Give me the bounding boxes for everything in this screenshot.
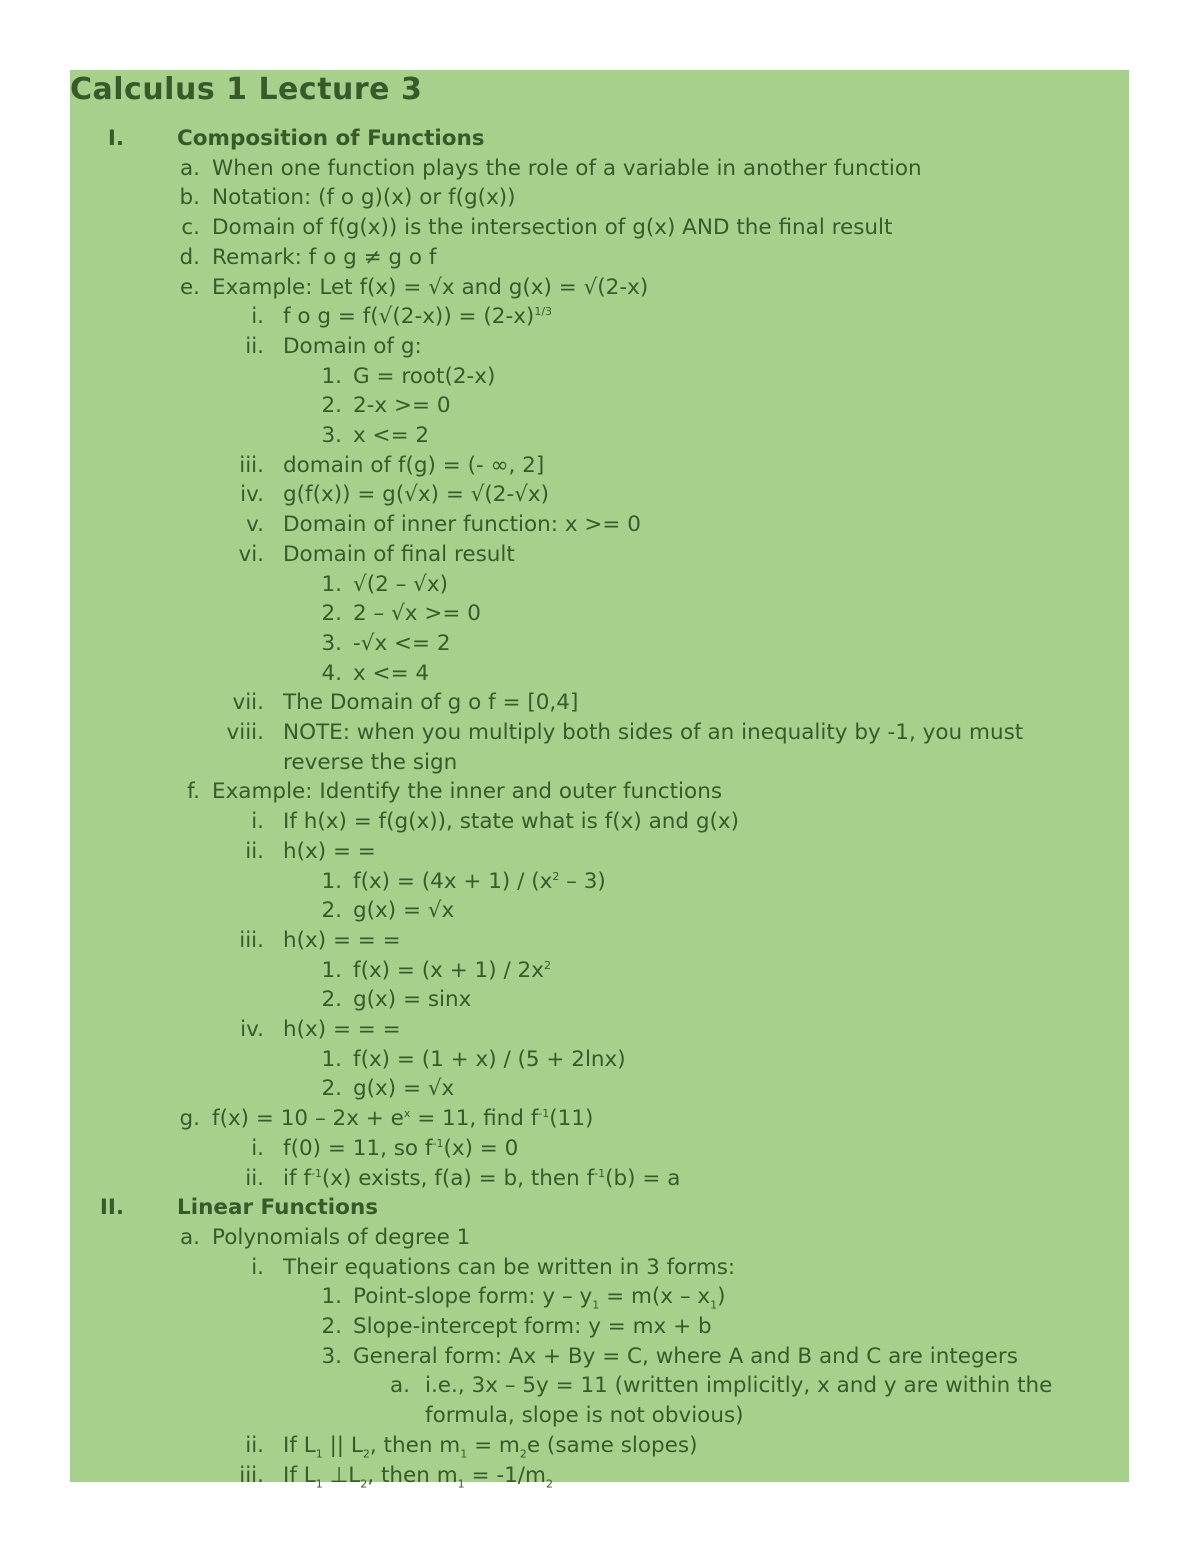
outline-text: [353, 362, 495, 392]
outline-item: [0, 748, 1200, 778]
outline-marker: vi.: [238, 541, 264, 567]
outline-marker: d.: [179, 244, 200, 270]
outline-text: [212, 183, 516, 213]
text-segment: g(x) = √x: [353, 898, 455, 924]
outline-text: [353, 1045, 626, 1075]
outline-text: [353, 985, 471, 1015]
text-segment: x <= 4: [353, 660, 430, 686]
outline-item: [0, 629, 1200, 659]
outline-marker: ii.: [245, 333, 264, 359]
text-segment: Domain of g:: [283, 333, 422, 359]
superscript: 1/3: [534, 305, 553, 319]
text-segment: ⊥L: [322, 1462, 361, 1488]
outline-marker: a.: [179, 1224, 200, 1250]
outline-marker: vii.: [232, 690, 264, 716]
outline-item: [0, 1223, 1200, 1253]
outline-text: [283, 510, 641, 540]
subscript: 1: [315, 1447, 323, 1461]
subscript: 1: [315, 1476, 323, 1490]
superscript: -1: [432, 1136, 444, 1150]
outline-text: [353, 956, 551, 986]
subscript: 1: [457, 1476, 465, 1490]
outline-text: [353, 599, 481, 629]
superscript: 2: [543, 958, 551, 972]
text-segment: (x) exists, f(a) = b, then f: [321, 1165, 595, 1191]
outline-item: [0, 599, 1200, 629]
outline-marker: 2.: [321, 987, 342, 1013]
outline-text: [283, 1134, 518, 1164]
outline-text: [353, 1074, 454, 1104]
page-title: Calculus 1 Lecture 3: [70, 72, 423, 107]
text-segment: 2-x >= 0: [353, 393, 451, 419]
text-segment: = 11, find f: [410, 1106, 539, 1132]
outline-marker: e.: [179, 274, 200, 300]
outline-item: [0, 1104, 1200, 1134]
outline-marker: i.: [251, 304, 264, 330]
text-segment: f(x) = (1 + x) / (5 + 2lnx): [353, 1046, 626, 1072]
outline-item: [0, 332, 1200, 362]
text-segment: If h(x) = f(g(x)), state what is f(x) and g(x): [283, 809, 740, 835]
text-segment: Notation: (f o g)(x) or f(g(x)): [212, 185, 516, 211]
outline-text: [212, 243, 436, 273]
outline-text: [353, 421, 429, 451]
outline-item: [0, 777, 1200, 807]
outline-text: [212, 213, 892, 243]
outline-item: [0, 926, 1200, 956]
outline-item: [0, 421, 1200, 451]
outline-item: [0, 867, 1200, 897]
text-segment: domain of f(g) = (- ∞, 2]: [283, 452, 545, 478]
outline-text: [283, 748, 457, 778]
outline-item: [0, 183, 1200, 213]
text-segment: if f: [283, 1165, 311, 1191]
outline-marker: i.: [251, 1254, 264, 1280]
text-segment: Example: Let f(x) = √x and g(x) = √(2-x): [212, 274, 649, 300]
text-segment: √(2 – √x): [353, 571, 448, 597]
outline-item: [0, 1164, 1200, 1194]
outline-item: [0, 1045, 1200, 1075]
text-segment: , then m: [369, 1432, 461, 1458]
outline-text: [353, 570, 448, 600]
outline-text: [425, 1401, 744, 1431]
outline-marker: viii.: [226, 720, 264, 745]
outline-marker: iii.: [239, 927, 264, 953]
outline-marker: iv.: [240, 1017, 264, 1042]
superscript: -1: [538, 1106, 550, 1120]
outline-item: [0, 1461, 1200, 1491]
outline-text: [353, 867, 606, 897]
subscript: 2: [545, 1476, 553, 1490]
text-segment: General form: Ax + By = C, where A and B and C are integers: [353, 1343, 1018, 1369]
outline-marker: a.: [389, 1373, 410, 1399]
outline-marker: b.: [179, 185, 200, 211]
outline-marker: f.: [187, 779, 200, 805]
outline-marker: 1.: [321, 363, 342, 389]
outline-text: [353, 391, 451, 421]
outline-item: [0, 362, 1200, 392]
outline-item: [0, 1371, 1200, 1401]
outline-text: [283, 480, 549, 510]
outline-text: [353, 896, 454, 926]
text-segment: When one function plays the role of a variable in another function: [212, 155, 922, 181]
outline-item: [0, 1401, 1200, 1431]
outline-text: [353, 629, 451, 659]
subscript: 1: [592, 1298, 600, 1312]
text-segment: If L: [283, 1432, 316, 1458]
text-segment: Slope-intercept form: y = mx + b: [353, 1314, 712, 1339]
text-segment: = m(x – x: [599, 1284, 711, 1310]
outline-item: [0, 807, 1200, 837]
outline-text: [212, 777, 722, 807]
text-segment: Their equations can be written in 3 forms:: [283, 1254, 736, 1280]
text-segment: formula, slope is not obvious): [425, 1403, 744, 1429]
subscript: 1: [710, 1298, 718, 1312]
text-segment: = m: [467, 1432, 520, 1458]
subscript: 1: [460, 1447, 468, 1461]
outline-item: [0, 154, 1200, 184]
outline-item: [0, 1253, 1200, 1283]
outline-text: [353, 1312, 712, 1342]
outline-text: [283, 302, 552, 332]
outline-marker: I.: [107, 126, 124, 151]
superscript: x: [403, 1106, 411, 1120]
subscript: 2: [362, 1447, 370, 1461]
outline-marker: 2.: [321, 601, 342, 627]
text-segment: Composition of Functions: [177, 126, 485, 151]
text-segment: h(x) = = =: [283, 1017, 401, 1042]
outline-item: [0, 896, 1200, 926]
outline-text: [353, 1282, 726, 1312]
outline-marker: v.: [246, 512, 264, 538]
outline-marker: i.: [251, 809, 264, 835]
text-segment: f o g = f(√(2-x)) = (2-x): [283, 304, 535, 330]
outline-text: [283, 1015, 401, 1045]
outline-text: [177, 124, 485, 154]
text-segment: = -1/m: [464, 1462, 546, 1488]
outline-text: [212, 1223, 470, 1253]
outline-text: [283, 332, 422, 362]
outline-item: [0, 956, 1200, 986]
section-heading: [0, 1193, 1200, 1223]
text-segment: Polynomials of degree 1: [212, 1224, 471, 1250]
outline-item: [0, 985, 1200, 1015]
subscript: 2: [360, 1476, 368, 1490]
outline-text: [283, 451, 544, 481]
text-segment: Domain of inner function: x >= 0: [283, 512, 641, 538]
outline-text: [283, 837, 376, 867]
outline-marker: II.: [99, 1195, 124, 1221]
outline-item: [0, 302, 1200, 332]
outline-text: [212, 273, 648, 303]
outline-text: [283, 718, 1023, 748]
outline-text: [283, 807, 739, 837]
text-segment: NOTE: when you multiply both sides of an inequality by -1, you must: [283, 720, 1024, 745]
text-segment: e (same slopes): [526, 1432, 698, 1458]
text-segment: 2 – √x >= 0: [353, 601, 481, 627]
text-segment: h(x) = =: [283, 838, 376, 864]
outline-text: [283, 1164, 680, 1194]
outline-marker: 2.: [321, 393, 342, 419]
text-segment: – 3): [559, 868, 606, 894]
text-segment: h(x) = = =: [283, 927, 401, 953]
text-segment: x <= 2: [353, 423, 430, 448]
outline-marker: iv.: [240, 482, 264, 508]
superscript: 2: [552, 869, 560, 883]
outline-marker: ii.: [245, 838, 264, 864]
outline-text: [283, 926, 401, 956]
outline-text: [177, 1193, 378, 1223]
text-segment: Point-slope form: y – y: [353, 1284, 593, 1310]
outline-item: [0, 273, 1200, 303]
outline-marker: 2.: [321, 898, 342, 924]
outline-text: [283, 1461, 553, 1491]
text-segment: f(x) = (4x + 1) / (x: [353, 868, 553, 894]
outline-item: [0, 837, 1200, 867]
outline-marker: 3.: [321, 423, 342, 448]
text-segment: f(x) = 10 – 2x + e: [212, 1106, 404, 1132]
section-heading: [0, 124, 1200, 154]
text-segment: g(x) = √x: [353, 1076, 455, 1102]
text-segment: Linear Functions: [177, 1195, 379, 1221]
text-segment: g(x) = sinx: [353, 987, 472, 1013]
text-segment: -√x <= 2: [353, 630, 451, 656]
text-segment: (x) = 0: [443, 1135, 519, 1161]
outline-marker: iii.: [239, 452, 264, 478]
outline-item: [0, 570, 1200, 600]
outline-text: [283, 688, 578, 718]
outline-text: [283, 540, 515, 570]
text-segment: reverse the sign: [283, 749, 458, 775]
text-segment: Domain of final result: [283, 541, 515, 567]
outline-marker: 2.: [321, 1314, 342, 1339]
outline-item: [0, 451, 1200, 481]
outline-text: [425, 1371, 1052, 1401]
outline-text: [212, 154, 922, 184]
text-segment: f(x) = (x + 1) / 2x: [353, 957, 544, 983]
text-segment: Example: Identify the inner and outer functions: [212, 779, 723, 805]
outline-item: [0, 688, 1200, 718]
outline-marker: 1.: [321, 868, 342, 894]
text-segment: (11): [549, 1106, 594, 1132]
outline-item: [0, 1134, 1200, 1164]
text-segment: , then m: [367, 1462, 458, 1488]
outline-item: [0, 480, 1200, 510]
outline-marker: 2.: [321, 1076, 342, 1102]
outline-marker: 1.: [321, 571, 342, 597]
outline-marker: 1.: [321, 1284, 342, 1310]
text-segment: i.e., 3x – 5y = 11 (written implicitly, x and y are within the: [425, 1373, 1053, 1399]
text-segment: Domain of f(g(x)) is the intersection of g(x) AND the final result: [212, 215, 893, 241]
outline-marker: iii.: [239, 1462, 264, 1488]
outline-item: [0, 1312, 1200, 1342]
outline-text: [283, 1253, 735, 1283]
outline-item: [0, 391, 1200, 421]
outline-marker: ii.: [245, 1432, 264, 1458]
text-segment: (b) = a: [605, 1165, 681, 1191]
outline-marker: 3.: [321, 1343, 342, 1369]
outline-text: [353, 659, 429, 689]
text-segment: f(0) = 11, so f: [283, 1135, 433, 1161]
outline-item: [0, 1074, 1200, 1104]
outline-marker: ii.: [245, 1165, 264, 1191]
outline-text: [283, 1431, 698, 1461]
outline-item: [0, 659, 1200, 689]
outline-marker: 1.: [321, 957, 342, 983]
subscript: 2: [519, 1447, 527, 1461]
text-segment: Remark: f o g ≠ g o f: [212, 244, 437, 270]
outline-item: [0, 1282, 1200, 1312]
outline-marker: 4.: [321, 660, 342, 686]
outline-item: [0, 1342, 1200, 1372]
text-segment: || L: [322, 1432, 363, 1458]
outline-marker: 3.: [321, 630, 342, 656]
outline-item: [0, 540, 1200, 570]
outline-item: [0, 1431, 1200, 1461]
outline-marker: c.: [181, 215, 200, 241]
outline-marker: a.: [179, 155, 200, 181]
outline-item: [0, 718, 1200, 748]
text-segment: If L: [283, 1462, 316, 1488]
outline-item: [0, 510, 1200, 540]
outline-marker: 1.: [321, 1046, 342, 1072]
outline-item: [0, 213, 1200, 243]
text-segment: G = root(2-x): [353, 363, 496, 389]
text-segment: The Domain of g o f = [0,4]: [283, 690, 579, 716]
text-segment: g(f(x)) = g(√x) = √(2-√x): [283, 482, 550, 508]
outline-text: [212, 1104, 593, 1134]
superscript: -1: [594, 1166, 606, 1180]
superscript: -1: [310, 1166, 322, 1180]
outline-item: [0, 1015, 1200, 1045]
outline-marker: g.: [179, 1106, 200, 1132]
text-segment: ): [717, 1284, 726, 1310]
outline-text: [353, 1342, 1018, 1372]
outline-item: [0, 243, 1200, 273]
outline-marker: i.: [251, 1135, 264, 1161]
